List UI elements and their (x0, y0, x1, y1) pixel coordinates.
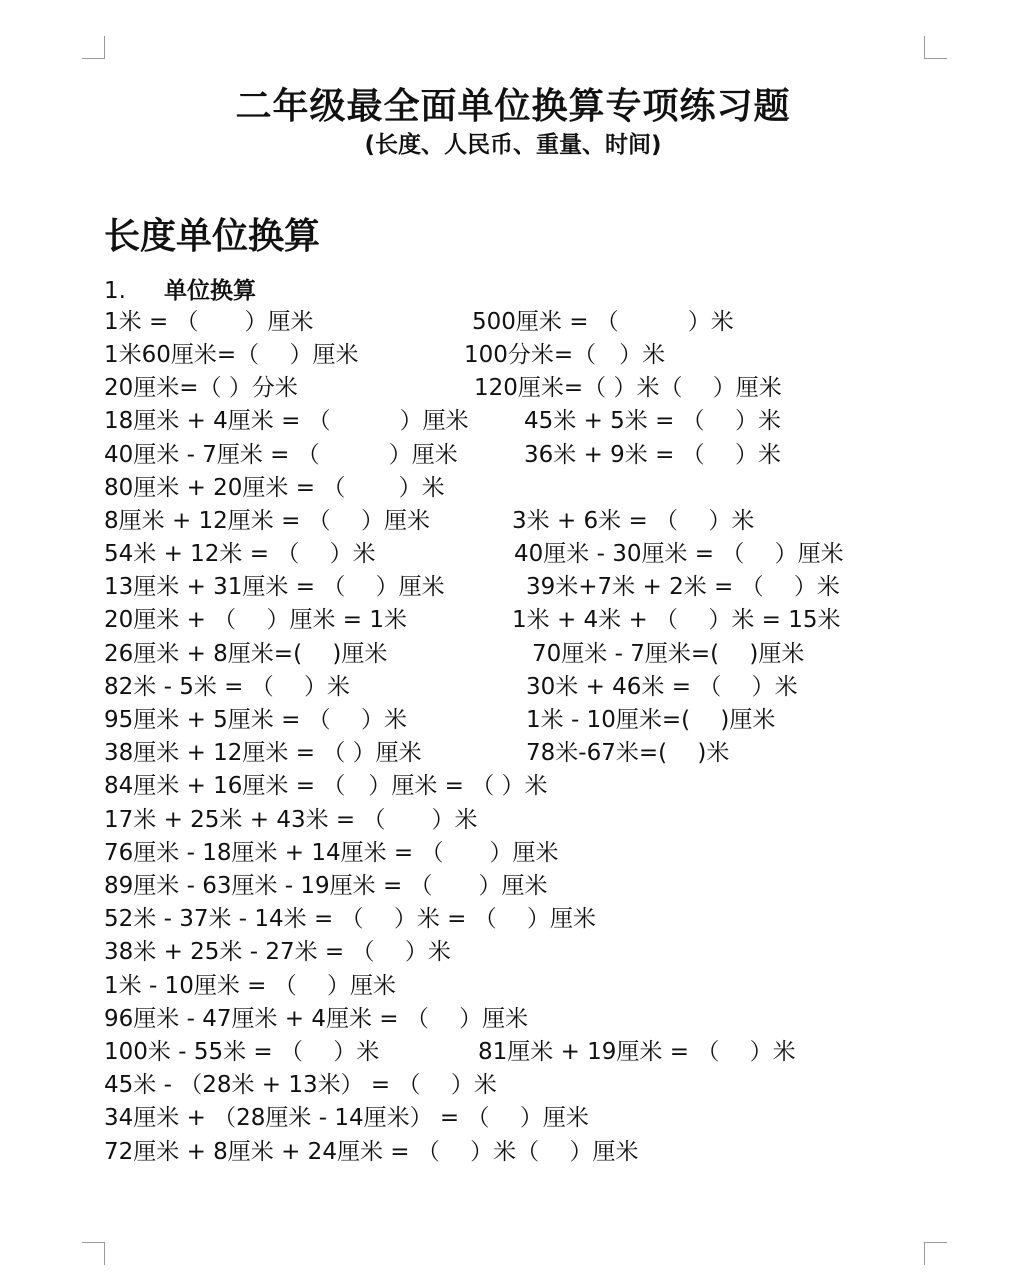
subsection-label: 单位换算 (164, 278, 256, 304)
exercise-right: 81厘米 + 19厘米 = （ ）米 (478, 1039, 796, 1065)
exercise-left: 26厘米 + 8厘米=( )厘米 (104, 641, 388, 667)
exercise-right: 78米-67米=( )米 (526, 740, 730, 766)
exercise-left: 84厘米 + 16厘米 = （ ）厘米 = （ ）米 (104, 773, 548, 799)
exercise-left: 38米 + 25米 - 27米 = （ ）米 (104, 939, 451, 965)
exercise-left: 13厘米 + 31厘米 = （ ）厘米 (104, 574, 445, 600)
corner-mark-top-right (924, 36, 947, 59)
exercise-left: 18厘米 + 4厘米 = （ ）厘米 (104, 408, 469, 434)
exercise-right: 1米 + 4米 + （ ）米 = 15米 (512, 607, 841, 633)
exercise-right: 70厘米 - 7厘米=( )厘米 (532, 641, 805, 667)
exercise-right: 1米 - 10厘米=( )厘米 (526, 707, 776, 733)
exercise-left: 72厘米 + 8厘米 + 24厘米 = （ ）米（ ）厘米 (104, 1139, 639, 1165)
exercise-left: 100米 - 55米 = （ ）米 (104, 1039, 380, 1065)
exercise-left: 17米 + 25米 + 43米 = （ ）米 (104, 807, 478, 833)
page-title: 二年级最全面单位换算专项练习题 (235, 86, 791, 127)
subsection-number: 1. (104, 278, 126, 304)
exercise-right: 500厘米 = （ ）米 (472, 309, 734, 335)
exercise-left: 20厘米 + （ ）厘米 = 1米 (104, 607, 407, 633)
exercise-right: 30米 + 46米 = （ ）米 (526, 674, 798, 700)
exercise-right: 100分米=（ ）米 (464, 342, 666, 368)
page-subtitle: (长度、人民币、重量、时间) (364, 132, 662, 158)
exercise-left: 1米 = （ ）厘米 (104, 309, 314, 335)
exercise-right: 45米 + 5米 = （ ）米 (524, 408, 781, 434)
exercise-right: 39米+7米 + 2米 = （ ）米 (526, 574, 840, 600)
corner-mark-bottom-right (924, 1242, 947, 1265)
exercise-left: 8厘米 + 12厘米 = （ ）厘米 (104, 508, 430, 534)
exercise-left: 20厘米=（ ）分米 (104, 375, 298, 401)
exercise-left: 80厘米 + 20厘米 = （ ）米 (104, 475, 445, 501)
exercise-left: 52米 - 37米 - 14米 = （ ）米 = （ ）厘米 (104, 906, 597, 932)
corner-mark-bottom-left (82, 1242, 105, 1265)
exercise-left: 34厘米 + （28厘米 - 14厘米） = （ ）厘米 (104, 1105, 589, 1131)
exercise-left: 54米 + 12米 = （ ）米 (104, 541, 376, 567)
exercise-left: 82米 - 5米 = （ ）米 (104, 674, 351, 700)
exercise-left: 45米 - （28米 + 13米） = （ ）米 (104, 1072, 497, 1098)
exercise-left: 95厘米 + 5厘米 = （ ）米 (104, 707, 407, 733)
exercise-right: 3米 + 6米 = （ ）米 (512, 508, 755, 534)
exercise-left: 1米60厘米=（ ）厘米 (104, 342, 359, 368)
exercise-left: 1米 - 10厘米 = （ ）厘米 (104, 973, 397, 999)
exercise-left: 76厘米 - 18厘米 + 14厘米 = （ ）厘米 (104, 840, 559, 866)
exercise-left: 96厘米 - 47厘米 + 4厘米 = （ ）厘米 (104, 1006, 529, 1032)
corner-mark-top-left (82, 36, 105, 59)
exercise-left: 38厘米 + 12厘米 = （ ）厘米 (104, 740, 422, 766)
exercise-left: 40厘米 - 7厘米 = （ ）厘米 (104, 442, 458, 468)
exercise-right: 36米 + 9米 = （ ）米 (524, 442, 781, 468)
exercise-right: 40厘米 - 30厘米 = （ ）厘米 (514, 541, 844, 567)
exercise-right: 120厘米=（ ）米（ ）厘米 (474, 375, 782, 401)
section-title: 长度单位换算 (104, 216, 321, 257)
exercise-left: 89厘米 - 63厘米 - 19厘米 = （ ）厘米 (104, 873, 548, 899)
subsection-heading (104, 272, 256, 305)
